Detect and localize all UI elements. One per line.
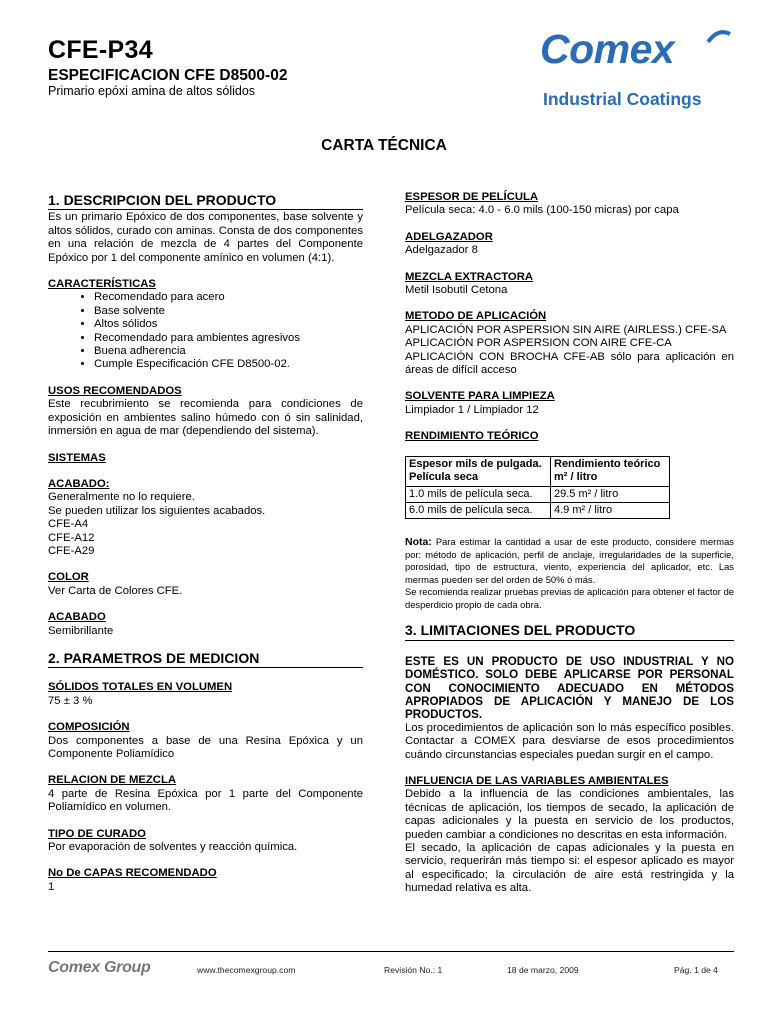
table-cell: 4.9 m² / litro xyxy=(551,502,670,518)
spec-subtitle: Primario epóxi amina de altos sólidos xyxy=(48,84,256,98)
note-text-2: Se recomienda realizar pruebas previas de aplicación para obtener el factor de desperdicio propio de cada obra. xyxy=(405,586,734,610)
finish-text: Semibrillante xyxy=(48,624,114,637)
color-text: Ver Carta de Colores CFE. xyxy=(48,584,183,597)
logo-wordmark: Comex xyxy=(540,26,675,72)
application-method-line: APLICACIÓN CON BROCHA CFE-AB sólo para aplicación en áreas de difícil acceso xyxy=(405,350,734,377)
composition-title: COMPOSICIÓN xyxy=(48,721,130,734)
film-thickness-text: Película seca: 4.0 - 6.0 mils (100-150 micras) por capa xyxy=(405,204,679,217)
footer-logo: Comex Group xyxy=(48,959,151,976)
finish-line: CFE-A29 xyxy=(48,544,95,557)
comex-logo xyxy=(540,26,740,118)
footer-url[interactable]: www.thecomexgroup.com xyxy=(197,965,296,975)
limitations-warning: ESTE ES UN PRODUCTO DE USO INDUSTRIAL Y NO DOMÉSTICO. SOLO DEBE APLICARSE POR PERSONAL CON CONOCIMIENTO ADECUADO EN MÉTODOS APROPIADOS DE APLICACIÓN Y MANEJO DE LOS PRODUCTOS. xyxy=(405,654,734,722)
environmental-title: INFLUENCIA DE LAS VARIABLES AMBIENTALES xyxy=(405,774,669,787)
table-row xyxy=(406,486,670,502)
table-row xyxy=(406,456,670,486)
mix-ratio-text: 4 parte de Resina Epóxica por 1 parte del Componente Poliamídico en volumen. xyxy=(48,787,363,814)
list-item: • Buena adherencia xyxy=(94,345,363,358)
finish-line: CFE-A4 xyxy=(48,518,89,531)
section-3-title: 3. LIMITACIONES DEL PRODUCTO xyxy=(405,623,734,640)
mix-ratio-title: RELACION DE MEZCLA xyxy=(48,774,177,787)
application-method-line: APLICACIÓN POR ASPERSION SIN AIRE (AIRLESS.) CFE-SA xyxy=(405,323,727,336)
uses-text: Este recubrimiento se recomienda para condiciones de exposición en ambientes salino húmedo con ó sin salinidad, inmersión en agua de mar (dependiendo del sistema). xyxy=(48,398,363,438)
cure-type-text: Por evaporación de solventes y reacción química. xyxy=(48,841,298,854)
list-item: • Recomendado para acero xyxy=(94,291,363,304)
solids-title: SÓLIDOS TOTALES EN VOLUMEN xyxy=(48,681,233,694)
finish-line: Generalmente no lo requiere. xyxy=(48,491,195,504)
cure-type-title: TIPO DE CURADO xyxy=(48,827,146,840)
thinner-title: ADELGAZADOR xyxy=(405,230,493,243)
systems-title: SISTEMAS xyxy=(48,451,106,464)
left-column xyxy=(48,193,363,894)
solids-text: 75 ± 3 % xyxy=(48,694,93,707)
application-method-line: APLICACIÓN POR ASPERSION CON AIRE CFE-CA xyxy=(405,337,672,350)
cleaning-solvent-title: SOLVENTE PARA LIMPIEZA xyxy=(405,390,555,403)
note-label: Nota: xyxy=(405,536,432,549)
list-item: • Altos sólidos xyxy=(94,318,363,331)
finish-systems-title: ACABADO: xyxy=(48,477,110,490)
table-cell: 29.5 m² / litro xyxy=(551,486,670,502)
finish-line: Se pueden utilizar los siguientes acabados. xyxy=(48,504,266,517)
finish-title: ACABADO xyxy=(48,611,106,624)
section-2-title: 2. PARAMETROS DE MEDICION xyxy=(48,651,363,668)
thinner-text: Adelgazador 8 xyxy=(405,244,478,257)
table-header-cell: Rendimiento teórico m² / litro xyxy=(551,456,670,486)
yield-table xyxy=(405,456,670,520)
extractor-mix-title: MEZCLA EXTRACTORA xyxy=(405,270,534,283)
extractor-mix-text: Metil Isobutil Cetona xyxy=(405,284,508,297)
characteristics-list xyxy=(48,291,363,371)
cleaning-solvent-text: Limpiador 1 / Limpiador 12 xyxy=(405,403,539,416)
coats-title: No De CAPAS RECOMENDADO xyxy=(48,867,217,880)
list-item: • Recomendado para ambientes agresivos xyxy=(94,332,363,345)
environmental-text-2: El secado, la aplicación de capas adicionales y la puesta en servicio, requerirán más tiempo si: el espesor aplicado es mayor al especificado; la circulación de aire está restringida y la humedad relativa es alta. xyxy=(405,842,734,895)
section-1-title: 1. DESCRIPCION DEL PRODUCTO xyxy=(48,193,363,210)
uses-title: USOS RECOMENDADOS xyxy=(48,384,182,397)
logo-tagline: Industrial Coatings xyxy=(543,89,702,109)
color-title: COLOR xyxy=(48,571,89,584)
table-row xyxy=(406,502,670,518)
product-code: CFE-P34 xyxy=(48,36,153,64)
note-paragraph xyxy=(405,536,734,586)
footer-date: 18 de marzo, 2009 xyxy=(507,965,579,975)
footer-divider xyxy=(48,951,734,952)
composition-text: Dos componentes a base de una Resina Epóxica y un Componente Poliamídico xyxy=(48,734,363,760)
application-method-title: METODO DE APLICACIÓN xyxy=(405,310,547,323)
table-cell: 6.0 mils de película seca. xyxy=(406,502,551,518)
film-thickness-title: ESPESOR DE PELÍCULA xyxy=(405,191,539,203)
finish-line: CFE-A12 xyxy=(48,531,95,544)
characteristics-title: CARACTERÍSTICAS xyxy=(48,278,156,291)
coats-text: 1 xyxy=(48,880,55,893)
table-cell: 1.0 mils de película seca. xyxy=(406,486,551,502)
list-item: • Base solvente xyxy=(94,305,363,318)
yield-title: RENDIMIENTO TEÓRICO xyxy=(405,430,539,443)
spec-title: ESPECIFICACION CFE D8500-02 xyxy=(48,67,288,84)
limitations-text: Los procedimientos de aplicación son lo más específico posibles. Contactar a COMEX para desviarse de esos procedimientos cuándo circunstancias especiales puedan surgir en el campo. xyxy=(405,721,734,761)
document-title: CARTA TÉCNICA xyxy=(321,137,447,154)
environmental-text-1: Debido a la influencia de las condiciones ambientales, las técnicas de aplicación, los tiempos de secado, la aplicación de capas adicionales y la puesta en servicio de los productos, pueden cambiar a condiciones no descritas en esta información. xyxy=(405,788,734,841)
note-text: Para estimar la cantidad a usar de este producto, considere mermas por: método de aplicación, perfil de anclaje, irregularidades de la superficie, porosidad, tipo de estructura, viento, experiencia del aplicador, etc. Las mermas pueden ser del orden de 50% ó más. xyxy=(405,536,734,585)
description-text: Es un primario Epóxico de dos componentes, base solvente y altos sólidos, curado con aminas. Consta de dos componentes en una relación de mezcla de 4 partes del Componente Epóxico por 1 del componente amínico en volumen (4:1). xyxy=(48,211,363,264)
right-column xyxy=(405,191,734,896)
table-header-cell: Espesor mils de pulgada. Película seca xyxy=(406,456,551,486)
footer-page: Pág. 1 de 4 xyxy=(674,965,718,975)
footer-revision: Revisión No.: 1 xyxy=(384,965,443,975)
logo-swoosh-icon xyxy=(706,30,732,44)
list-item: • Cumple Especificación CFE D8500-02. xyxy=(94,358,363,371)
